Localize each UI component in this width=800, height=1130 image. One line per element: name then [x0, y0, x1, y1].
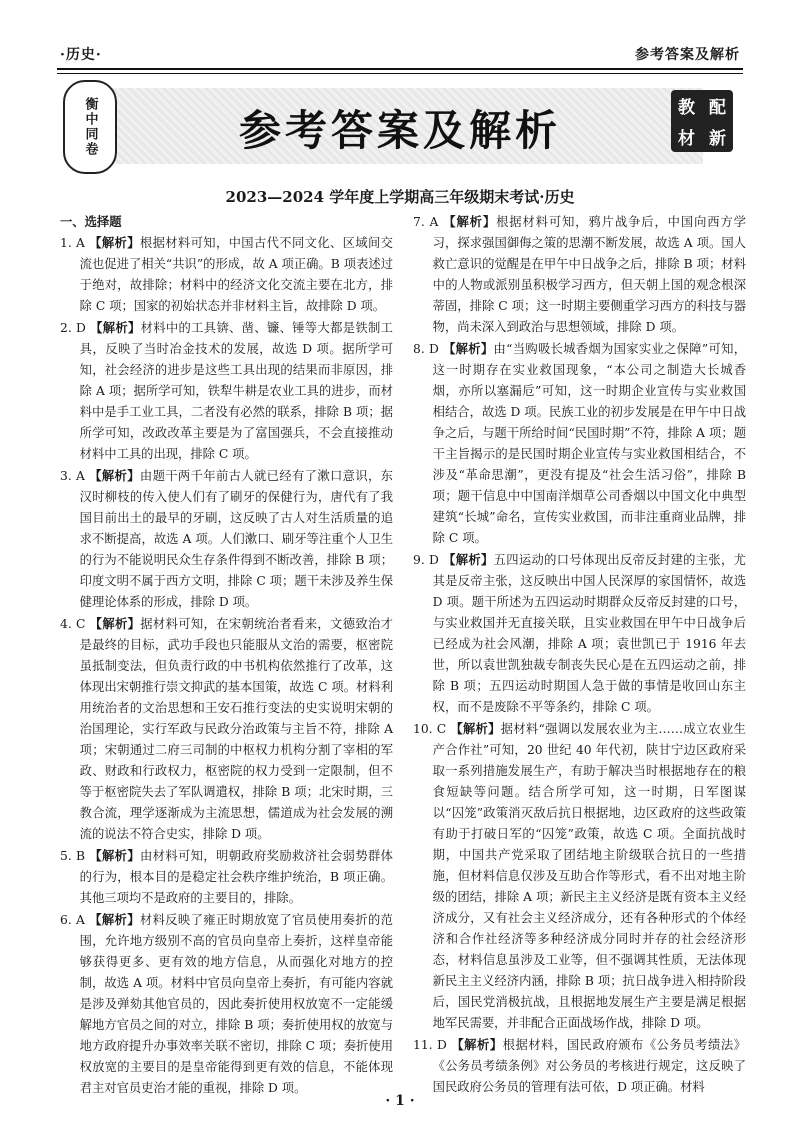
question-text: 据材料可知，在宋朝统治者看来，文德致治才是最终的目标，武功手段也只能服从文治的需要，枢密院虽抵制变法，但负责行政的中书机构依然推行了改革，这体现出宋朝推行崇文抑武的基本国策，故选 C 项。材料利用统治者的文治思想和王安石推行变法的史实说明宋朝的治国理论，实行军政与民政分治政策与主旨不符，排除 A 项；宋朝通过二府三司制的中枢权力机构分割了宰相的军政、财政和行政权力，枢密院的权力受到一定限制，但不等于枢密院失去了军队调遣权，排除 B 项；北宋时期，三教合流，理学逐渐成为主流思想，儒道成为社会发展的溯流的说法不符合史实，排除 D 项。 [79, 617, 393, 841]
right-column [413, 211, 746, 1098]
question-head: 4. C [60, 617, 86, 631]
question-4 [60, 613, 393, 845]
question-head: 6. A [60, 913, 85, 927]
exam-title: 2023—2024 学年度上学期高三年级期末考试·历史 [225, 188, 575, 206]
right-seal-icon [671, 90, 733, 152]
left-column [60, 211, 393, 1099]
question-head: 11. D [413, 1038, 447, 1052]
question-text: 由材料可知，明朝政府奖励救济社会弱势群体的行为，根本目的是稳定社会秩序维护统治，B 项正确。其他三项均不是政府的主要目的，排除。 [79, 849, 393, 905]
question-text: 据材料“强调以发展农业为主……成立农业生产合作社”可知，20 世纪 40 年代初，陕甘宁边区政府采取一系列措施发展生产，有助于解决当时根据地存在的粮食短缺等问题。结合所学可知，这一时期，日军图谋以“囚笼”政策消灭敌后抗日根据地，边区政府的这些政策有助于打破日军的“囚笼”政策，故选 C 项。全面抗战时期，中国共产党采取了团结地主阶级联合抗日的一些措施，但材料信息仅涉及互助合作等形式，看不出对地主阶级的团结，排除 A 项；新民主主义经济是既有资本主义经济成分，又有社会主义经济成分，还有各种形式的个体经济和合作社经济等多种经济成分同时并存的社会经济形态，材料信息虽涉及工业等，但不强调其性质，无法体现新民主主义经济内涵，排除 B 项；抗日战争进入相持阶段后，国民党消极抗战，且根据地发展生产主要是满足根据地军民需要，并非配合正面战场作战，排除 D 项。 [432, 722, 746, 1030]
header-subject: ·历史· [60, 47, 102, 63]
analysis-tag: 【解析】 [443, 341, 494, 356]
question-head: 10. C [413, 722, 447, 736]
section-heading: 一、选择题 [60, 214, 122, 229]
right-seal-char: 配 [709, 98, 726, 118]
question-text: 根据材料可知，中国古代不同文化、区域间交流也促进了相关“共识”的形成，故 A 项正确。B 项表述过于绝对，故排除；材料中的经济文化交流主要在北方，排除 C 项；国家的初始状态并非材料主旨，故排除 D 项。 [79, 236, 393, 313]
question-head: 3. A [60, 469, 85, 483]
question-5 [60, 845, 393, 909]
question-head: 5. B [60, 849, 86, 863]
question-10 [413, 718, 746, 1034]
question-11 [413, 1034, 746, 1098]
question-9 [413, 549, 746, 718]
analysis-tag: 【解析】 [443, 214, 497, 229]
left-seal-text: 衡中同卷 [82, 97, 98, 157]
right-seal-char: 材 [678, 129, 695, 149]
analysis-tag: 【解析】 [89, 235, 140, 250]
question-head: 9. D [413, 553, 439, 567]
right-seal-char: 新 [709, 129, 726, 149]
header-rule-thin [57, 73, 743, 74]
question-head: 2. D [60, 321, 86, 335]
question-head: 1. A [60, 236, 85, 250]
page-number: · 1 · [385, 1093, 415, 1109]
question-2 [60, 317, 393, 465]
question-8 [413, 338, 746, 549]
question-head: 8. D [413, 342, 439, 356]
question-text: 根据材料可知，鸦片战争后，中国向西方学习，探求强国御侮之策的思潮不断发展，故选 A 项。国人救亡意识的觉醒是在甲午中日战争之后，排除 B 项；材料中的人物或派别虽积极学习西方，但天朝上国的观念根深蒂固，排除 C 项；这一时期主要侧重学习西方的科技与器物，尚未深入到政治与思想领域，排除 D 项。 [432, 215, 746, 334]
question-text: 由“当购吸长城香烟为国家实业之保障”可知，这一时期存在实业救国现象，“本公司之制造大长城香烟，亦所以塞漏卮”可知，这一时期企业宣传与实业救国相结合，故选 D 项。民族工业的初步发展是在甲午中日战争之后，与题干所给时间“民国时期”不符，排除 A 项；题干主旨揭示的是民国时期企业宣传与实业救国相结合，不涉及“革命思潮”，更没有提及“社会生活习俗”，排除 B 项；题干信息中中国南洋烟草公司香烟以中国文化中典型建筑“长城”命名，宣传实业救国，而非注重商业品牌，排除 C 项。 [432, 342, 746, 545]
question-7 [413, 211, 746, 338]
analysis-tag: 【解析】 [90, 320, 141, 335]
question-6 [60, 909, 393, 1099]
analysis-tag: 【解析】 [89, 468, 140, 483]
right-seal-char: 教 [678, 98, 695, 118]
title-banner [57, 80, 743, 172]
question-text: 由题干两千年前古人就已经有了漱口意识，东汉时柳枝的传入使人们有了刷牙的保健行为，唐代有了我国目前出土的最早的牙刷，这反映了古人对生活质量的追求不断提高，故选 A 项。人们漱口、刷牙等注重个人卫生的行为不能说明民众生存条件得到不断改善，排除 B 项；印度文明不属于西方文明，排除 C 项；题干未涉及养生保健理论体系的形成，排除 D 项。 [79, 469, 393, 609]
analysis-tag: 【解析】 [450, 721, 501, 736]
analysis-tag: 【解析】 [443, 552, 494, 567]
analysis-tag: 【解析】 [451, 1037, 503, 1052]
analysis-tag: 【解析】 [89, 912, 140, 927]
question-text: 五四运动的口号体现出反帝反封建的主张，尤其是反帝主张，这反映出中国人民深厚的家国情怀，故选 D 项。题干所述为五四运动时期群众反帝反封建的口号，与实业救国并无直接关联，且实业救国在甲午中日战争后已经成为社会风潮，排除 A 项；袁世凯已于 1916 年去世，所以袁世凯独裁专制丧失民心是在五四运动之前，排除 B 项；五四运动时期国人急于做的事情是收回山东主权，而不是废除不平等条约，排除 C 项。 [432, 553, 746, 714]
question-text: 根据材料，国民政府颁布《公务员考绩法》《公务员考绩条例》对公务员的考核进行规定，这反映了国民政府公务员的管理有法可依，D 项正确。材料 [432, 1038, 746, 1094]
question-head: 7. A [413, 215, 439, 229]
analysis-tag: 【解析】 [89, 616, 141, 631]
question-3 [60, 465, 393, 613]
header-rule [57, 68, 743, 70]
banner-title: 参考答案及解析 [238, 106, 561, 155]
header-section: 参考答案及解析 [635, 47, 740, 63]
question-text: 材料中的工具锛、凿、镰、锤等大都是铁制工具，反映了当时冶金技术的发展，故选 D 项。据所学可知，社会经济的进步是这些工具出现的结果而非原因，排除 A 项；据所学可知，铁犁牛耕是农业工具的进步，而材料中是手工业工具，二者没有必然的联系，排除 B 项；据所学可知，改政改革主要是为了富国强兵，不会直接推动材料中工具的出现，排除 C 项。 [79, 321, 393, 461]
question-text: 材料反映了雍正时期放宽了官员使用奏折的范围，允许地方级别不高的官员向皇帝上奏折，这样皇帝能够获得更多、更有效的地方信息，从而强化对地方的控制，故选 A 项。材料中官员向皇帝上奏折，有可能内容就是涉及弹劾其他官员的，因此奏折使用权放宽不一定能缓解地方官员之间的对立，排除 B 项；奏折使用权的放宽与地方政府提升办事效率关联不密切，排除 C 项；奏折使用权放宽的主要目的是皇帝能得到更有效的信息，不能体现君主对官员吏治才能的重视，排除 D 项。 [79, 913, 393, 1095]
analysis-tag: 【解析】 [89, 848, 141, 863]
question-1 [60, 232, 393, 317]
